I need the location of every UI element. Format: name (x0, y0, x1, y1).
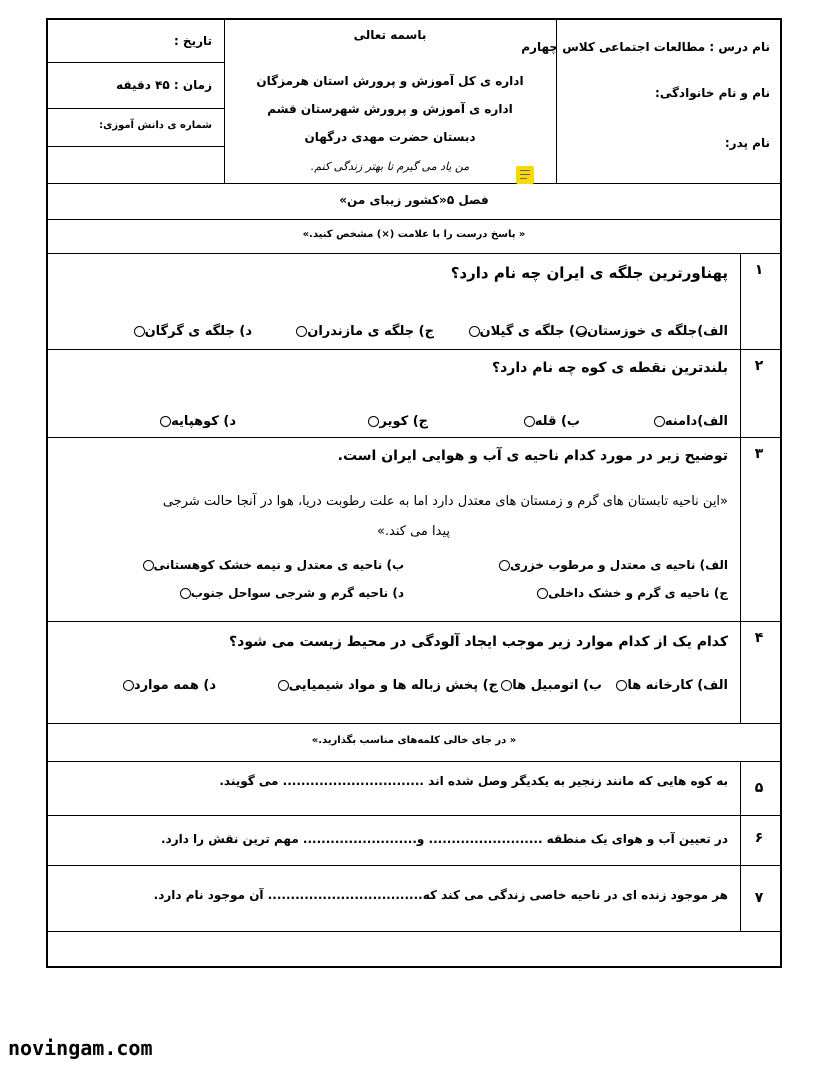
radio-circle-icon[interactable] (501, 680, 512, 691)
org-line-2: اداره ی آموزش و پرورش شهرستان قشم (267, 102, 513, 116)
question-6 (48, 816, 780, 866)
question-text: پهناورترین جلگه ی ایران چه نام دارد؟ (450, 264, 728, 282)
radio-circle-icon[interactable] (499, 560, 510, 571)
option-c[interactable]: ج) پخش زباله ها و مواد شیمیایی (270, 678, 498, 693)
student-name-label: نام و نام خانوادگی: (655, 86, 770, 100)
radio-circle-icon[interactable] (368, 416, 379, 427)
option-d[interactable]: د) همه موارد (115, 678, 216, 693)
radio-circle-icon[interactable] (278, 680, 289, 691)
quote-line-2: پیدا می کند.» (376, 524, 450, 539)
question-number: ۱ (754, 262, 764, 278)
option-c[interactable]: ج) جلگه ی مازندران (288, 324, 434, 339)
instruction-row-2 (48, 724, 780, 762)
radio-circle-icon[interactable] (296, 326, 307, 337)
question-text: کدام یک از کدام موارد زیر موجب ایجاد آلودگی در محیط زیست می شود؟ (229, 634, 728, 650)
question-4 (48, 622, 780, 724)
option-d[interactable]: د) ناحیه گرم و شرجی سواحل جنوب (172, 586, 404, 600)
question-7 (48, 866, 780, 932)
option-a[interactable]: الف) کارخانه ها (608, 678, 728, 693)
option-d[interactable]: د) کوهپایه (152, 414, 236, 429)
org-line-1: اداره ی کل آموزش و پرورش استان هرمزگان (256, 74, 524, 88)
fill-text: هر موجود زنده ای در ناحیه خاصی زندگی می کند که.................................. آن موجود نام دارد. (153, 888, 728, 902)
fill-text: به کوه هایی که مانند زنجیر به یکدیگر وصل شده اند ............................... می گویند. (219, 774, 728, 788)
option-a[interactable]: الف)دامنه (646, 414, 728, 429)
instruction-2: « در جای خالی کلمه‌های مناسب بگذارید.» (311, 735, 517, 746)
question-number: ۴ (754, 630, 764, 646)
question-2 (48, 350, 780, 438)
radio-circle-icon[interactable] (537, 588, 548, 599)
question-text: توضیح زیر در مورد کدام ناحیه ی آب و هوایی ایران است. (337, 448, 728, 464)
option-b[interactable]: ب) قله (516, 414, 580, 429)
question-number: ۵ (754, 780, 764, 796)
chapter-title: فصل ۵«کشور زیبای من» (339, 193, 489, 207)
motto: من یاد می گیرم تا بهتر زندگی کنم. (310, 160, 470, 173)
question-text: بلندترین نقطه ی کوه چه نام دارد؟ (491, 360, 728, 376)
radio-circle-icon[interactable] (160, 416, 171, 427)
option-b[interactable]: ب) ناحیه ی معتدل و نیمه خشک کوهستانی (135, 558, 404, 572)
instruction-1: « پاسخ درست را با علامت (×) مشخص کنید.» (302, 229, 526, 240)
option-d[interactable]: د) جلگه ی گرگان (126, 324, 252, 339)
subject-label: نام درس : مطالعات اجتماعی کلاس چهارم (521, 40, 770, 54)
radio-circle-icon[interactable] (123, 680, 134, 691)
time-label: زمان : ۴۵ دقیقه (116, 78, 212, 92)
quote-line-1: «این ناحیه تابستان های گرم و زمستان های معتدل دارد اما به علت رطوبت دریا، هوا در آنجا حالت شرجی (162, 494, 728, 509)
question-1 (48, 254, 780, 350)
footer-site: novingam.com (8, 1036, 153, 1060)
radio-circle-icon[interactable] (654, 416, 665, 427)
basmala: باسمه تعالی (353, 28, 427, 42)
school-name: دبستان حضرت مهدی درگهان (304, 130, 476, 144)
question-number: ۷ (754, 890, 764, 906)
radio-circle-icon[interactable] (134, 326, 145, 337)
question-5 (48, 762, 780, 816)
question-3 (48, 438, 780, 622)
radio-circle-icon[interactable] (469, 326, 480, 337)
question-number: ۶ (754, 830, 764, 846)
option-a[interactable]: الف)جلگه ی خوزستان (568, 324, 728, 339)
header-row (48, 20, 780, 184)
father-name-label: نام پدر: (724, 136, 770, 150)
option-b[interactable]: ب) اتومبیل ها (493, 678, 602, 693)
date-label: تاریخ : (173, 34, 212, 48)
student-number-label: شماره ی دانش آموزی: (99, 120, 212, 131)
radio-circle-icon[interactable] (524, 416, 535, 427)
question-number: ۳ (754, 446, 764, 462)
question-number: ۲ (754, 358, 764, 374)
fill-text: در تعیین آب و هوای یک منطقه ......................... و......................... مهم ترین نقش را دارد. (160, 832, 728, 846)
chapter-row (48, 184, 780, 220)
option-c[interactable]: ج) ناحیه ی گرم و خشک داخلی (529, 586, 728, 600)
option-a[interactable]: الف) ناحیه ی معتدل و مرطوب خزری (491, 558, 728, 572)
radio-circle-icon[interactable] (180, 588, 191, 599)
exam-sheet (46, 18, 782, 968)
option-b[interactable]: ب) جلگه ی گیلان (461, 324, 588, 339)
option-c[interactable]: ج) کویر (360, 414, 428, 429)
radio-circle-icon[interactable] (616, 680, 627, 691)
empty-row (48, 932, 780, 966)
radio-circle-icon[interactable] (143, 560, 154, 571)
sticky-note-icon (516, 166, 534, 184)
instruction-row-1 (48, 220, 780, 254)
